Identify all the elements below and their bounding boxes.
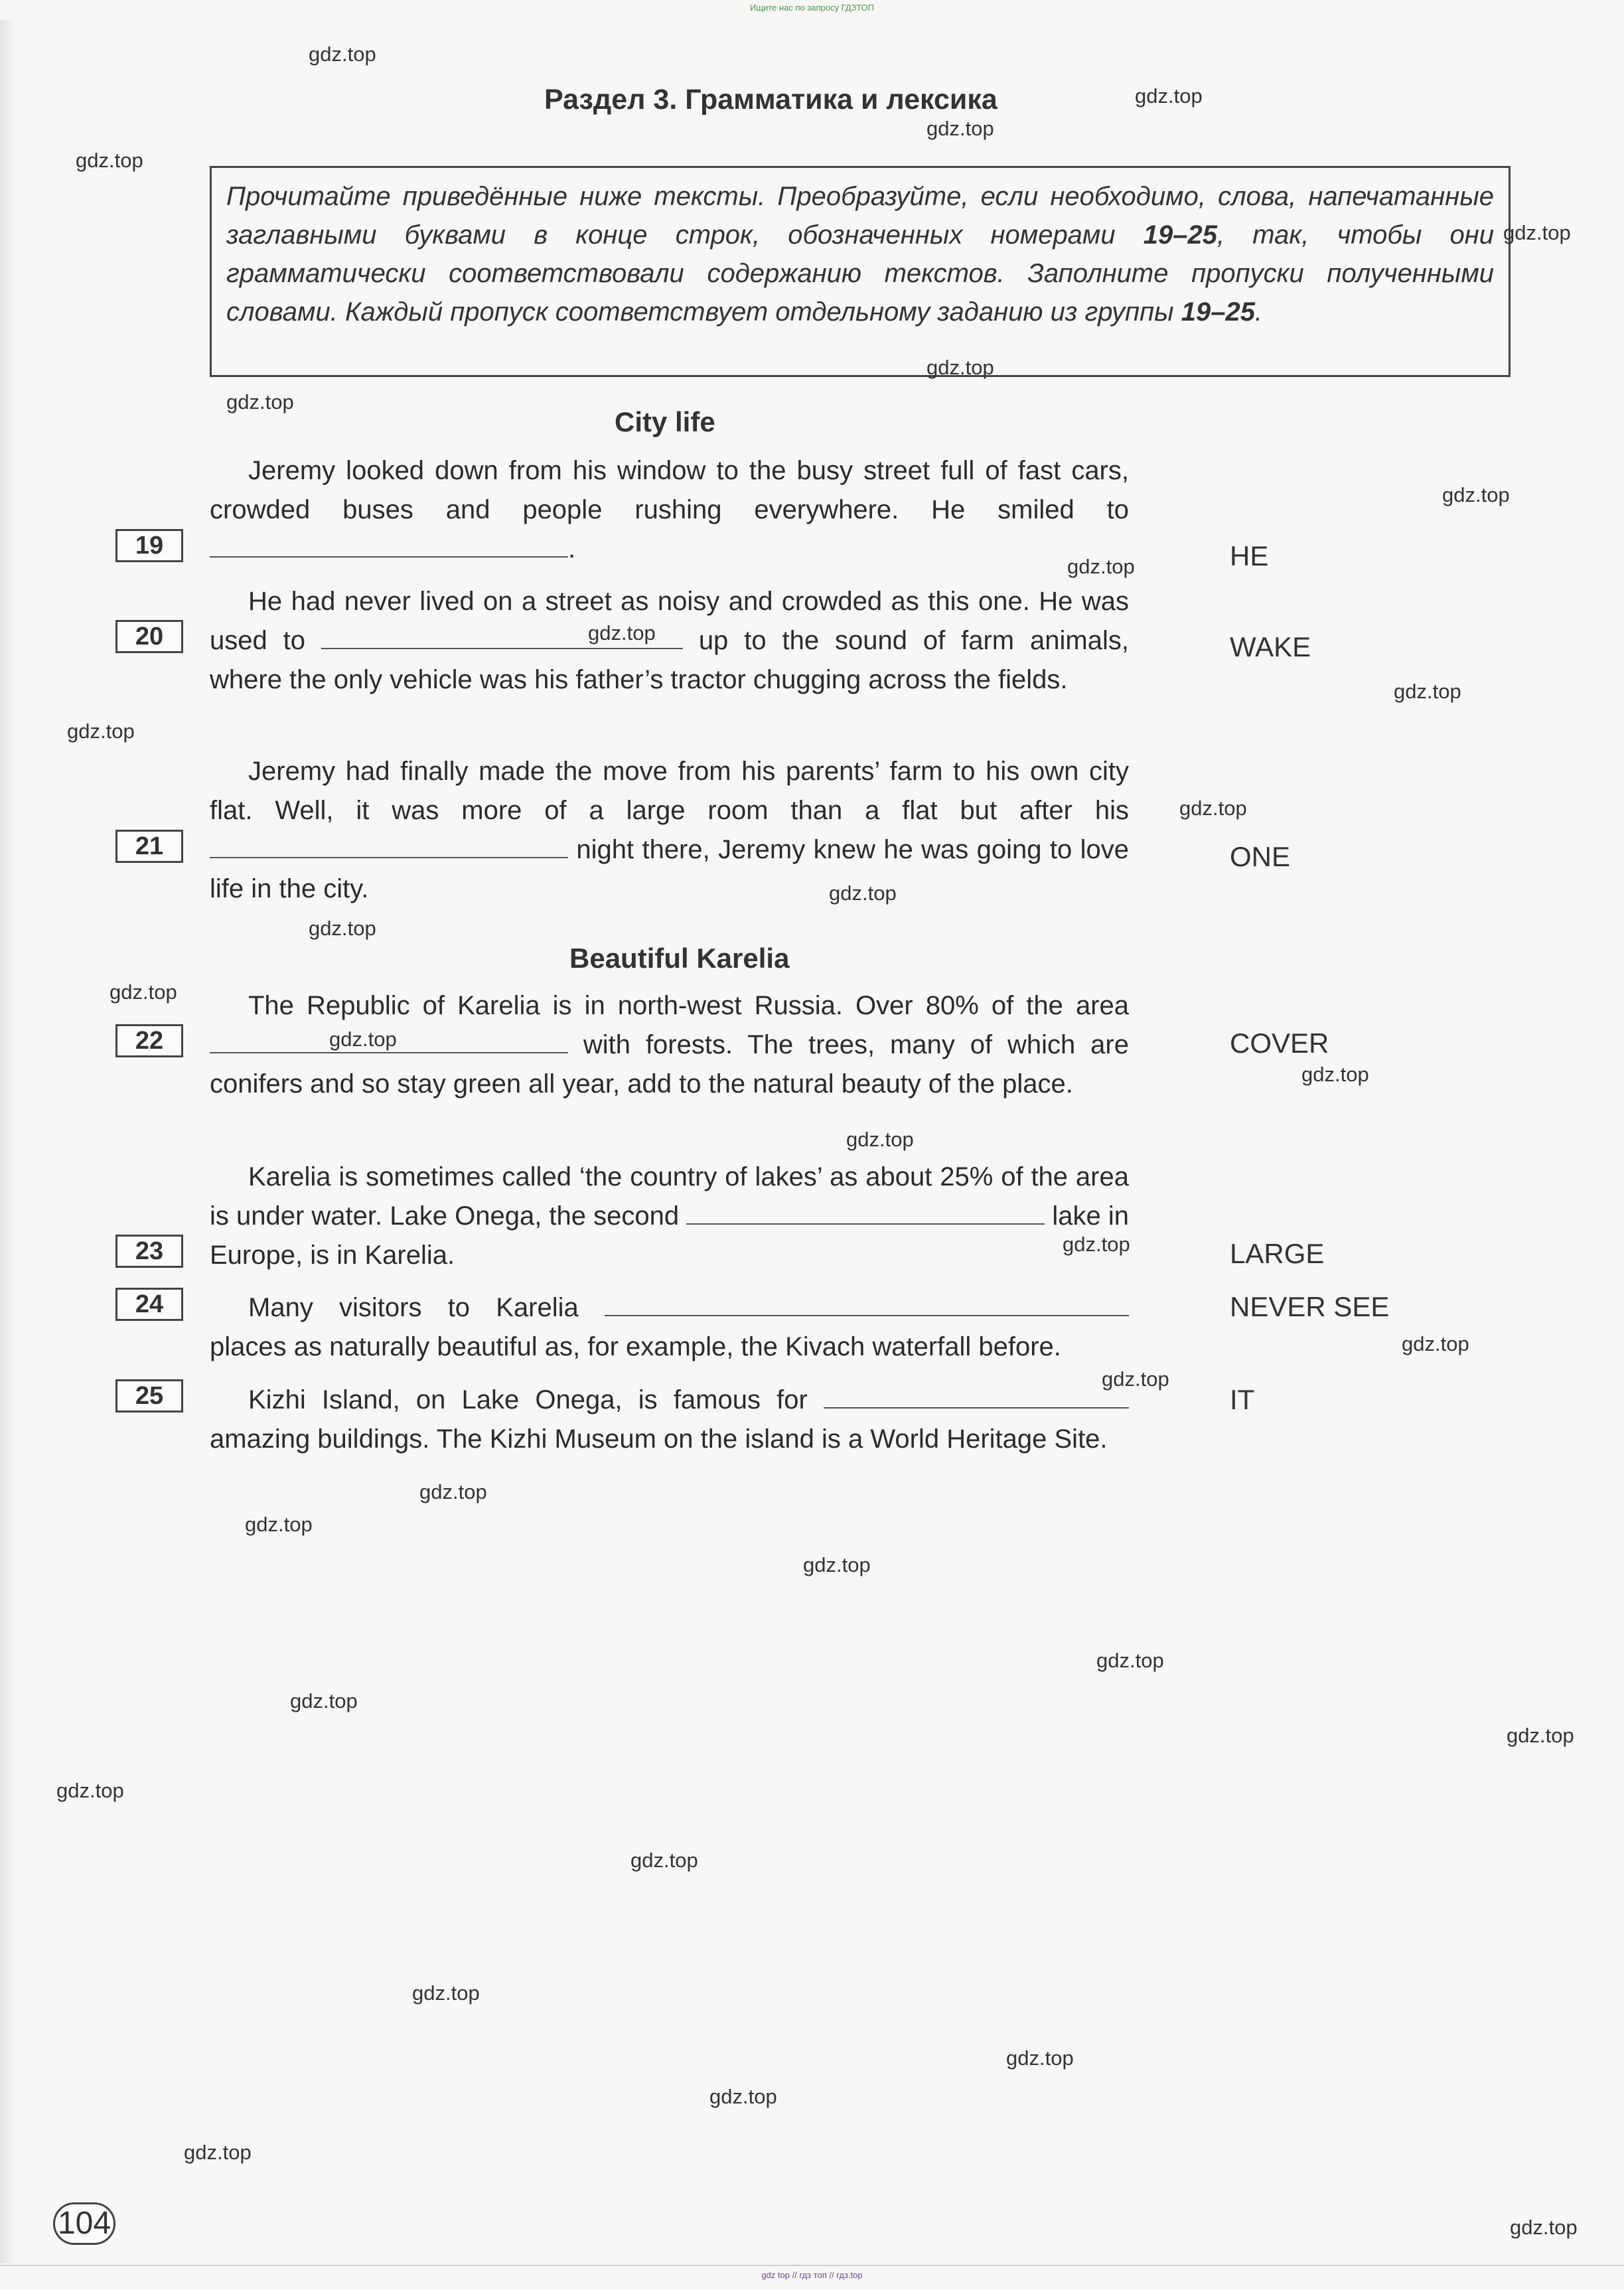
watermark: gdz.top — [1179, 797, 1247, 820]
watermark: gdz.top — [926, 356, 994, 379]
instructions-text-3: . — [1254, 297, 1263, 327]
task-number-19: 19 — [115, 529, 183, 562]
paragraph-text: Many visitors to Karelia — [248, 1293, 579, 1322]
watermark: gdz.top — [110, 980, 177, 1004]
watermark: gdz.top — [419, 1480, 487, 1503]
watermark: gdz.top — [1503, 221, 1571, 244]
paragraph-text: Jeremy had finally made the move from his parents’ farm to his own city flat. Well, it was more of a large room than a flat but after his — [210, 757, 1129, 825]
instructions-range-1: 19–25 — [1143, 220, 1218, 250]
watermark: gdz.top — [184, 2141, 252, 2164]
watermark: gdz.top — [803, 1553, 871, 1576]
instructions-range-2: 19–25 — [1181, 297, 1255, 327]
watermark: gdz.top — [588, 621, 656, 645]
paragraph-text: Kizhi Island, on Lake Onega, is famous for — [248, 1385, 808, 1414]
answer-blank-24[interactable] — [605, 1291, 1129, 1316]
watermark: gdz.top — [412, 1981, 480, 2005]
watermark: gdz.top — [1102, 1367, 1169, 1391]
task-number-25: 25 — [115, 1379, 183, 1412]
bottom-rule — [0, 2265, 1624, 2266]
watermark: gdz.top — [846, 1128, 914, 1151]
source-word-22: COVER — [1230, 1028, 1329, 1059]
paragraph-24 — [210, 1288, 1129, 1367]
paragraph-text: up to the sound of farm animals, where the only vehicle was his father’s tractor chugging across the fields. — [210, 626, 1129, 694]
paragraph-text: with forests. The trees, many of which are conifers and so stay green all year, add to the natural beauty of the place. — [210, 1030, 1129, 1099]
watermark: gdz.top — [1063, 1233, 1130, 1256]
source-word-20: WAKE — [1230, 631, 1311, 662]
answer-blank-25[interactable] — [824, 1383, 1129, 1409]
watermark: gdz.top — [67, 720, 135, 743]
source-word-24: NEVER SEE — [1230, 1291, 1390, 1322]
watermark: gdz.top — [630, 1849, 698, 1872]
top-banner: Ищите нас по запросу ГДЗТОП — [749, 3, 874, 13]
paragraph-text: lake in Europe, is in Karelia. — [210, 1201, 1130, 1270]
paragraph-text: Jeremy looked down from his window to the busy street full of fast cars, crowded buses and people rushing everywhere. He smiled to — [210, 456, 1129, 524]
paragraph-19 — [210, 451, 1129, 569]
watermark: gdz.top — [290, 1689, 358, 1713]
instructions-box — [210, 166, 1511, 377]
paragraph-text: night there, Jeremy knew he was going to love life in the city. — [210, 835, 1129, 903]
paragraph-text: . — [568, 534, 576, 564]
watermark: gdz.top — [1067, 555, 1135, 578]
task-number-23: 23 — [115, 1235, 183, 1268]
watermark: gdz.top — [1507, 1724, 1574, 1747]
watermark: gdz.top — [226, 390, 294, 414]
story-title-beautiful-karelia: Beautiful Karelia — [569, 943, 790, 974]
watermark: gdz.top — [1096, 1649, 1164, 1672]
watermark: gdz.top — [309, 42, 376, 66]
paragraph-20 — [210, 582, 1129, 700]
page-binding-shadow — [0, 20, 15, 2263]
bottom-banner: gdz top // гдз топ // гдз.top — [761, 2270, 863, 2280]
watermark: gdz.top — [829, 881, 897, 905]
source-word-19: HE — [1230, 540, 1269, 572]
task-number-21: 21 — [115, 830, 183, 863]
section-title: Раздел 3. Грамматика и лексика — [544, 84, 997, 115]
answer-blank-23[interactable] — [686, 1199, 1045, 1225]
watermark: gdz.top — [1006, 2046, 1074, 2070]
watermark: gdz.top — [1510, 2216, 1578, 2239]
watermark: gdz.top — [709, 2085, 777, 2108]
answer-blank-19[interactable] — [210, 532, 568, 558]
instructions-text-2: , так, чтобы они грамматически соответствовали содержанию текстов. Заполните пропуски полученными словами. Каждый пропуск соответствует отдельному заданию из группы — [226, 220, 1495, 327]
answer-blank-21[interactable] — [210, 833, 568, 858]
watermark: gdz.top — [309, 917, 376, 940]
source-word-23: LARGE — [1230, 1238, 1325, 1269]
paragraph-text: He had never lived on a street as noisy and crowded as this one. He was used to — [210, 587, 1129, 655]
paragraph-text: amazing buildings. The Kizhi Museum on the island is a World Heritage Site. — [210, 1424, 1108, 1454]
story-title-city-life: City life — [615, 406, 715, 437]
task-number-20: 20 — [115, 620, 183, 653]
watermark: gdz.top — [926, 117, 994, 140]
task-number-24: 24 — [115, 1288, 183, 1321]
source-word-21: ONE — [1230, 841, 1291, 872]
watermark: gdz.top — [1442, 483, 1510, 506]
paragraph-text: places as naturally beautiful as, for example, the Kivach waterfall before. — [210, 1332, 1061, 1361]
watermark: gdz.top — [1301, 1063, 1369, 1086]
paragraph-21 — [210, 752, 1129, 909]
instructions-text-1: Прочитайте приведённые ниже тексты. Преобразуйте, если необходимо, слова, напечатанные заглавными буквами в конце строк, обозначенных номерами — [226, 182, 1494, 250]
watermark: gdz.top — [1402, 1332, 1469, 1355]
page-number: 104 — [53, 2202, 115, 2245]
paragraph-25 — [210, 1381, 1129, 1459]
watermark: gdz.top — [1135, 84, 1203, 108]
task-number-22: 22 — [115, 1024, 183, 1057]
watermark: gdz.top — [1394, 680, 1461, 703]
watermark: gdz.top — [76, 149, 143, 172]
watermark: gdz.top — [329, 1028, 397, 1051]
paragraph-text: The Republic of Karelia is in north-west Russia. Over 80% of the area — [248, 991, 1129, 1020]
watermark: gdz.top — [56, 1779, 124, 1802]
source-word-25: IT — [1230, 1384, 1255, 1415]
paragraph-23 — [210, 1158, 1129, 1275]
watermark: gdz.top — [245, 1513, 313, 1536]
paragraph-text: Karelia is sometimes called ‘the country of lakes’ as about 25% of the area is under water. Lake Onega, the second — [210, 1162, 1129, 1231]
